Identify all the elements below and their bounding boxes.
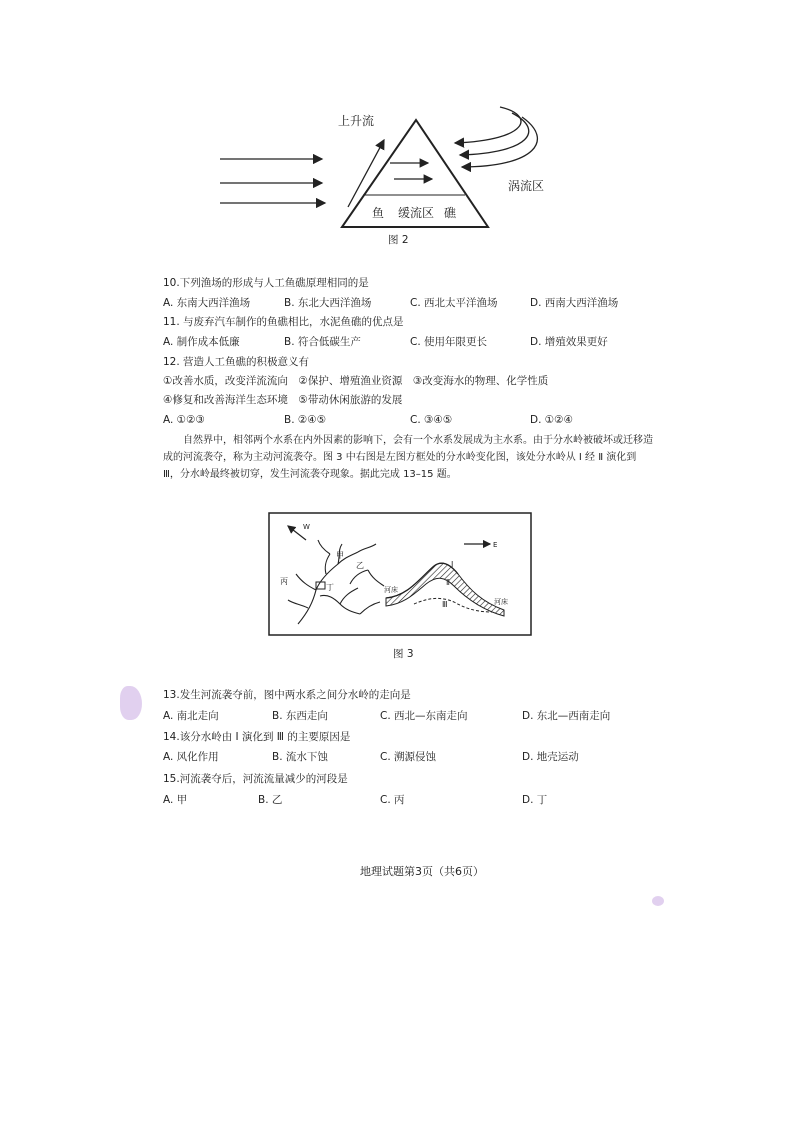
q12-option-b: B. ②④⑤ (284, 414, 327, 426)
north-arrow-label: W (303, 523, 310, 531)
q10-option-c: C. 西北太平洋渔场 (410, 297, 498, 309)
q12-stem: 12. 营造人工鱼礁的积极意义有 (163, 356, 310, 368)
figure-3-diagram (268, 512, 532, 638)
q15-option-b: B. 乙 (258, 794, 283, 806)
q13-option-b: B. 东西走向 (272, 710, 328, 722)
q13-stem: 13.发生河流袭夺前，图中两水系之间分水岭的走向是 (163, 689, 411, 701)
label-reef-right: 礁 (444, 206, 457, 220)
label-riverbed-left: 河床 (384, 586, 398, 594)
label-eddy-zone: 涡流区 (508, 179, 545, 193)
label-yi: 乙 (356, 561, 364, 570)
q15-option-d: D. 丁 (522, 794, 548, 806)
q13-option-a: A. 南北走向 (163, 710, 219, 722)
figure-3-frame (269, 513, 531, 635)
q10-option-a: A. 东南大西洋渔场 (163, 297, 251, 309)
label-reef-left: 鱼 (372, 206, 385, 220)
figure-3-caption: 图 3 (393, 648, 414, 660)
q14-option-a: A. 风化作用 (163, 751, 219, 763)
q11-option-c: C. 使用年限更长 (410, 336, 488, 348)
q13-option-d: D. 东北—西南走向 (522, 710, 611, 722)
q10-option-d: D. 西南大西洋渔场 (530, 297, 619, 309)
q11-option-b: B. 符合低碳生产 (284, 336, 361, 348)
q12-statements-line-2: ④修复和改善海洋生态环境 ⑤带动休闲旅游的发展 (163, 394, 403, 406)
label-slow-zone: 缓流区 (398, 206, 435, 220)
q14-option-b: B. 流水下蚀 (272, 751, 328, 763)
scan-stain-right (652, 896, 664, 906)
q14-option-c: C. 溯源侵蚀 (380, 751, 437, 763)
eddy-arrow-1 (455, 107, 521, 143)
q14-stem: 14.该分水岭由 Ⅰ 演化到 Ⅲ 的主要原因是 (163, 731, 351, 743)
q12-option-a: A. ①②③ (163, 414, 205, 426)
page-footer: 地理试题第3页（共6页） (360, 865, 484, 878)
q14-option-d: D. 地壳运动 (522, 751, 579, 763)
east-arrow-label: E (493, 541, 498, 549)
q12-statements-line-1: ①改善水质，改变洋流流向 ②保护、增殖渔业资源 ③改变海水的物理、化学性质 (163, 375, 549, 387)
label-I: Ⅰ (451, 560, 454, 569)
figure-2-caption: 图 2 (388, 234, 409, 246)
label-ding: 丁 (326, 583, 334, 592)
scan-stain-left (120, 686, 142, 720)
q15-option-c: C. 丙 (380, 794, 405, 806)
label-II: Ⅱ (446, 578, 450, 587)
q11-option-d: D. 增殖效果更好 (530, 336, 608, 348)
q12-option-d: D. ①②④ (530, 414, 573, 426)
eddy-arrow-2 (460, 113, 529, 155)
label-jia: 甲 (336, 551, 344, 560)
q11-stem: 11. 与废弃汽车制作的鱼礁相比，水泥鱼礁的优点是 (163, 316, 404, 328)
label-upwelling: 上升流 (338, 114, 375, 128)
q11-option-a: A. 制作成本低廉 (163, 336, 240, 348)
q15-option-a: A. 甲 (163, 794, 188, 806)
q10-stem: 10.下列渔场的形成与人工鱼礁原理相同的是 (163, 277, 369, 289)
q15-stem: 15.河流袭夺后，河流流量减少的河段是 (163, 773, 348, 785)
label-III: Ⅲ (442, 600, 448, 609)
q10-option-b: B. 东北大西洋渔场 (284, 297, 372, 309)
passage-13-15: 自然界中，相邻两个水系在内外因素的影响下，会有一个水系发展成为主水系。由于分水岭被破坏或迁移造成的河流袭夺，称为主动河流袭夺。图 3 中右图是左图方框处的分水岭变化图，该处分水岭从 Ⅰ 经 Ⅱ 演化到 Ⅲ，分水岭最终被切穿，发生河流袭夺现象。据此完成 13–15 题。 (163, 435, 653, 480)
q13-option-c: C. 西北—东南走向 (380, 710, 468, 722)
figure-2-diagram (200, 95, 580, 255)
label-bing: 丙 (280, 577, 288, 586)
label-riverbed-right: 河床 (494, 598, 508, 606)
q12-option-c: C. ③④⑤ (410, 414, 453, 426)
